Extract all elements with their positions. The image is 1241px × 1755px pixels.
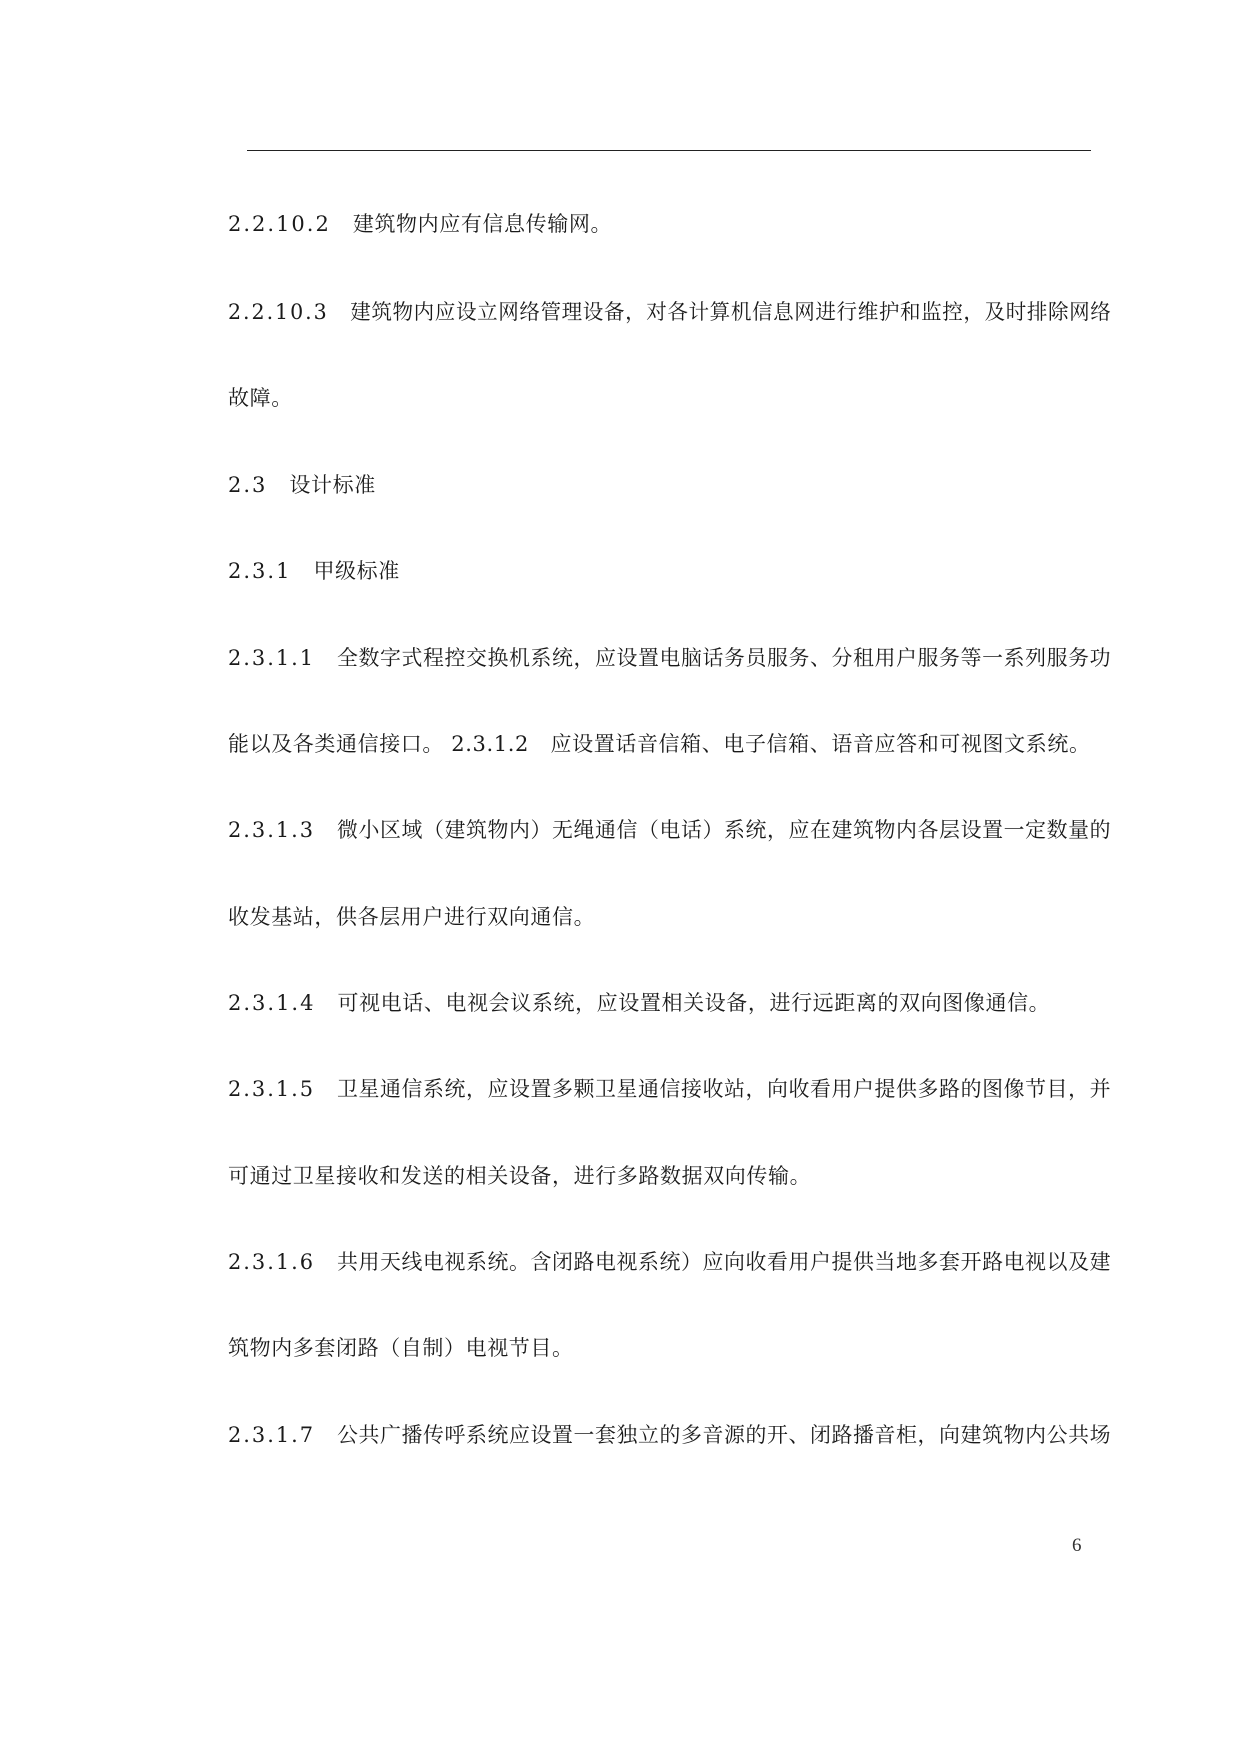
- clause-text: 可视电话、电视会议系统，应设置相关设备，进行远距离的双向图像通信。: [337, 991, 1051, 1015]
- section-title: 设计标准: [289, 473, 376, 497]
- text-line: [228, 729, 1091, 759]
- clause-text: 全数字式程控交换机系统，应设置电脑话务员服务、分租用户服务等一系列服务功: [336, 646, 1112, 670]
- text-line: [228, 1333, 574, 1363]
- text-line: [228, 643, 1111, 673]
- text-line: [228, 470, 376, 500]
- clause-text: 卫星通信系统，应设置多颗卫星通信接收站，向收看用户提供多路的图像节目，并: [336, 1077, 1112, 1101]
- clause-text: 建筑物内应有信息传输网。: [352, 212, 613, 236]
- text-line: [228, 815, 1111, 845]
- text-line: [228, 1161, 811, 1191]
- clause-text: 可通过卫星接收和发送的相关设备，进行多路数据双向传输。: [228, 1164, 812, 1188]
- header-rule: [247, 150, 1091, 151]
- clause-number: 2.3.1.4: [228, 991, 316, 1015]
- clause-text: 公共广播传呼系统应设置一套独立的多音源的开、闭路播音柜，向建筑物内公共场: [336, 1423, 1112, 1447]
- section-number: 2.3: [228, 473, 268, 497]
- section-number: 2.3.1: [228, 559, 292, 583]
- clause-text: 微小区域（建筑物内）无绳通信（电话）系统，应在建筑物内各层设置一定数量的: [336, 818, 1112, 842]
- clause-number: 2.3.1.7: [228, 1423, 316, 1447]
- text-line: [228, 902, 595, 932]
- text-line: [228, 209, 612, 239]
- clause-text: 能以及各类通信接口。 2.3.1.2 应设置话音信箱、电子信箱、语音应答和可视图文系统。: [228, 732, 1091, 756]
- section-title: 甲级标准: [313, 559, 400, 583]
- clause-number: 2.3.1.1: [228, 646, 316, 670]
- clause-number: 2.3.1.5: [228, 1077, 316, 1101]
- text-line: [228, 556, 400, 586]
- clause-number: 2.3.1.6: [228, 1250, 316, 1274]
- clause-text: 收发基站，供各层用户进行双向通信。: [228, 905, 596, 929]
- clause-text: 筑物内多套闭路（自制）电视节目。: [228, 1336, 574, 1360]
- clause-text: 故障。: [228, 386, 293, 410]
- clause-number: 2.2.10.2: [228, 212, 331, 236]
- clause-number: 2.3.1.3: [228, 818, 316, 842]
- clause-text: 共用天线电视系统。含闭路电视系统）应向收看用户提供当地多套开路电视以及建: [336, 1250, 1112, 1274]
- text-line: [228, 383, 293, 413]
- text-line: [228, 297, 1111, 327]
- page-number: 6: [1072, 1535, 1082, 1556]
- text-line: [228, 1247, 1111, 1277]
- text-line: [228, 1420, 1111, 1450]
- clause-number: 2.2.10.3: [228, 300, 329, 324]
- text-line: [228, 1074, 1111, 1104]
- clause-text: 建筑物内应设立网络管理设备，对各计算机信息网进行维护和监控，及时排除网络: [350, 300, 1112, 324]
- text-line: [228, 988, 1050, 1018]
